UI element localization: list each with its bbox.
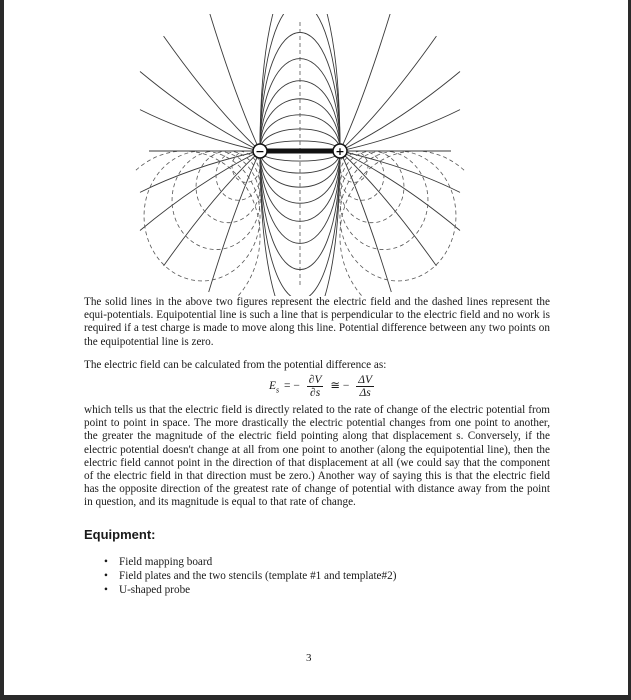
list-item-text: Field plates and the two stencils (template #1 and template#2)	[119, 569, 397, 582]
list-item	[84, 555, 550, 569]
equipotential-lines-group	[135, 22, 465, 296]
bullet-icon: •	[104, 583, 108, 596]
field-line	[260, 129, 340, 151]
paragraph-field-lines: The solid lines in the above two figures represent the electric field and the dashed lines represent the equi-potentials. Equipotential line is such a line that is perpendicular to the electric field and no work is required if a test charge is made to move along this line. Potential difference between any two points on the equipotential line is zero.	[84, 296, 550, 348]
list-item	[84, 569, 550, 583]
bullet-icon: •	[104, 569, 108, 582]
field-line	[140, 151, 260, 230]
equipment-heading: Equipment:	[84, 526, 156, 542]
equipotential-line	[196, 151, 260, 223]
equipotential-line	[340, 151, 456, 281]
positive-charge-label: +	[335, 145, 345, 158]
page-frame-left	[0, 0, 4, 700]
equipotential-line	[172, 151, 260, 250]
paragraph-field-explanation: which tells us that the electric field is directly related to the rate of change of the electric potential from point to point in space. The more drastically the electric potential changes from one point to another, the greater the magnitude of the electric field pointing along that displacement s. Conversely, if the electric potential doesn't change at all from one point to another (along the equipotential line), then the electric field cannot point in the direction of that displacement at all (we could say that the component of the electric field in that direction must be zero.) Another way of saying this is that the electric field has the opposite direction of the greatest rate of change of potential with distance away from the point in question, and its magnitude is equal to that rate of change.	[84, 404, 550, 509]
formula-block	[84, 374, 550, 404]
formula-lhs-sub: s	[276, 385, 280, 395]
list-item-text: Field mapping board	[119, 555, 213, 568]
field-line	[340, 151, 436, 266]
equipotential-line	[135, 151, 260, 296]
delta-fraction	[356, 374, 374, 399]
equipotential-line	[144, 151, 260, 281]
delta-denominator: Δs	[359, 387, 371, 400]
document-body	[84, 296, 550, 597]
page-number: 3	[306, 652, 312, 664]
field-line	[260, 151, 340, 270]
field-line	[164, 151, 260, 266]
list-item-text: U-shaped probe	[119, 583, 191, 596]
dipole-field-figure	[135, 14, 465, 296]
equipotential-line	[340, 151, 465, 296]
equipotential-line	[340, 151, 428, 250]
field-line	[340, 14, 391, 151]
field-line	[340, 72, 460, 151]
equipotential-line	[216, 151, 260, 200]
electric-field-formula	[269, 374, 376, 399]
equipotential-line	[340, 151, 404, 223]
negative-charge-label: −	[255, 145, 265, 158]
list-item	[84, 583, 550, 597]
field-line	[209, 14, 260, 151]
partial-denominator: ∂s	[310, 387, 321, 400]
dipole-field-diagram	[135, 14, 465, 296]
partial-numerator: ∂V	[308, 374, 322, 387]
partial-fraction	[307, 374, 324, 399]
field-line	[140, 72, 260, 151]
field-line	[164, 36, 260, 151]
formula-approx: ≅ −	[330, 379, 350, 392]
equipment-list	[84, 555, 550, 597]
equipotential-line	[340, 151, 384, 200]
bullet-icon: •	[104, 555, 108, 568]
delta-numerator: ΔV	[358, 374, 373, 387]
field-line	[340, 151, 460, 230]
page-frame-bottom	[0, 695, 631, 700]
field-line	[340, 36, 436, 151]
paragraph-field-intro: The electric field can be calculated from the potential difference as:	[84, 358, 387, 371]
formula-equals: = −	[284, 379, 300, 392]
formula-lhs: E	[269, 380, 277, 393]
